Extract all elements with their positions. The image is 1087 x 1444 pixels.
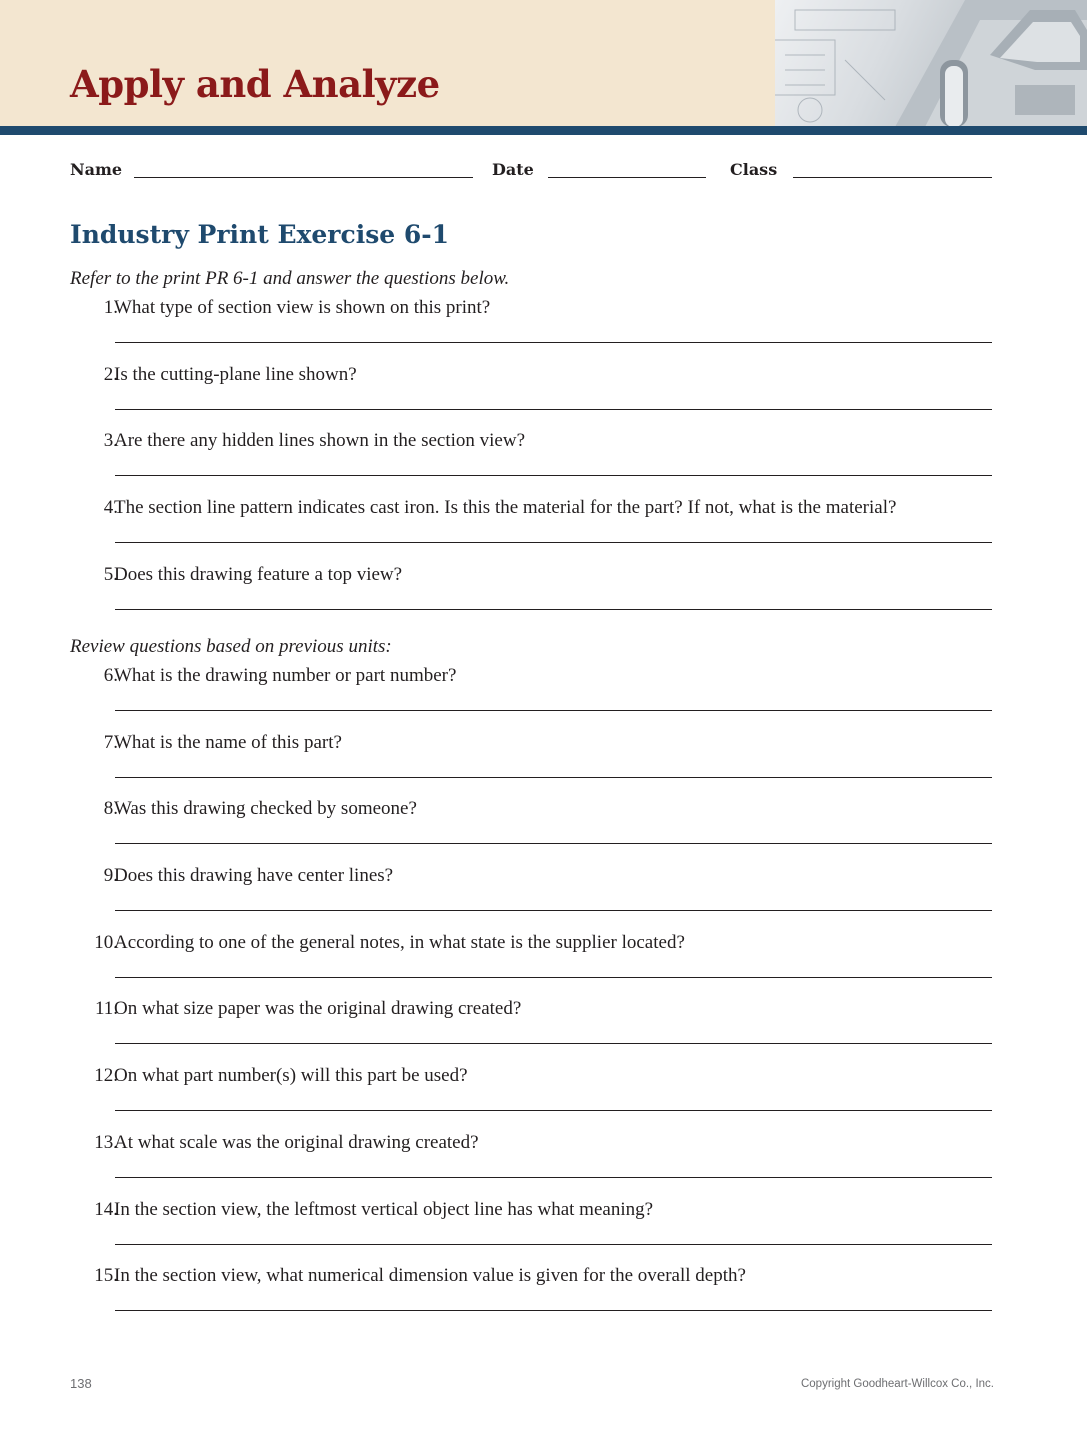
question-number: 2.	[103, 364, 118, 385]
answer-line[interactable]	[115, 977, 992, 978]
question-number: 8.	[103, 798, 118, 819]
question-number: 3.	[103, 430, 118, 451]
page-number: 138	[70, 1376, 92, 1391]
question-number: 13.	[94, 1132, 118, 1153]
question-number: 9.	[103, 865, 118, 886]
question-text: What type of section view is shown on this print?	[114, 297, 491, 318]
answer-line[interactable]	[115, 710, 992, 711]
question-number: 11.	[94, 998, 118, 1019]
question-text: What is the name of this part?	[114, 732, 342, 753]
question-2	[70, 364, 992, 424]
question-number: 14.	[94, 1199, 118, 1220]
question-number: 5.	[103, 564, 118, 585]
exercise-instruction: Refer to the print PR 6-1 and answer the questions below.	[70, 268, 510, 289]
page-title: Apply and Analyze	[70, 62, 440, 106]
student-info-row	[70, 160, 992, 182]
question-text: In the section view, the leftmost vertical object line has what meaning?	[114, 1199, 654, 1220]
question-text: Was this drawing checked by someone?	[114, 798, 417, 819]
question-9	[70, 865, 992, 925]
question-number: 1.	[103, 297, 118, 318]
question-5	[70, 564, 992, 624]
answer-line[interactable]	[115, 409, 992, 410]
answer-line[interactable]	[115, 542, 992, 543]
question-number: 10.	[94, 932, 118, 953]
question-text: Are there any hidden lines shown in the section view?	[114, 430, 526, 451]
question-text: At what scale was the original drawing created?	[114, 1132, 479, 1153]
question-number: 7.	[103, 732, 118, 753]
answer-line[interactable]	[115, 475, 992, 476]
question-text: According to one of the general notes, in what state is the supplier located?	[114, 932, 685, 953]
question-text: Does this drawing have center lines?	[114, 865, 394, 886]
class-field[interactable]	[793, 177, 992, 178]
question-text: What is the drawing number or part number?	[114, 665, 457, 686]
answer-line[interactable]	[115, 1043, 992, 1044]
question-11	[70, 998, 992, 1058]
answer-line[interactable]	[115, 777, 992, 778]
question-12	[70, 1065, 992, 1125]
question-text: Is the cutting-plane line shown?	[114, 364, 357, 385]
answer-line[interactable]	[115, 910, 992, 911]
copyright-notice: Copyright Goodheart-Willcox Co., Inc.	[800, 1378, 994, 1390]
review-instruction: Review questions based on previous units:	[70, 636, 392, 657]
question-10	[70, 932, 992, 992]
question-3	[70, 430, 992, 490]
header-rule	[0, 126, 1087, 135]
name-label: Name	[70, 160, 123, 179]
question-13	[70, 1132, 992, 1192]
question-8	[70, 798, 992, 858]
name-field[interactable]	[134, 177, 473, 178]
question-text: Does this drawing feature a top view?	[114, 564, 403, 585]
answer-line[interactable]	[115, 1310, 992, 1311]
question-number: 4.	[103, 497, 118, 518]
question-text: The section line pattern indicates cast iron. Is this the material for the part? If not, what is the material?	[114, 497, 897, 518]
question-number: 6.	[103, 665, 118, 686]
question-14	[70, 1199, 992, 1259]
answer-line[interactable]	[115, 843, 992, 844]
answer-line[interactable]	[115, 1244, 992, 1245]
class-label: Class	[730, 160, 778, 179]
question-1	[70, 297, 992, 357]
question-4	[70, 497, 992, 557]
question-6	[70, 665, 992, 725]
question-number: 12.	[94, 1065, 118, 1086]
answer-line[interactable]	[115, 609, 992, 610]
question-number: 15.	[94, 1265, 118, 1286]
answer-line[interactable]	[115, 1177, 992, 1178]
date-field[interactable]	[548, 177, 706, 178]
date-label: Date	[492, 160, 534, 179]
answer-line[interactable]	[115, 342, 992, 343]
question-text: On what part number(s) will this part be used?	[114, 1065, 468, 1086]
question-15	[70, 1265, 992, 1325]
question-7	[70, 732, 992, 792]
machined-part-photo-icon	[775, 0, 1087, 127]
question-text: In the section view, what numerical dimension value is given for the overall depth?	[114, 1265, 746, 1286]
exercise-heading: Industry Print Exercise 6-1	[70, 220, 450, 249]
answer-line[interactable]	[115, 1110, 992, 1111]
question-text: On what size paper was the original drawing created?	[114, 998, 522, 1019]
